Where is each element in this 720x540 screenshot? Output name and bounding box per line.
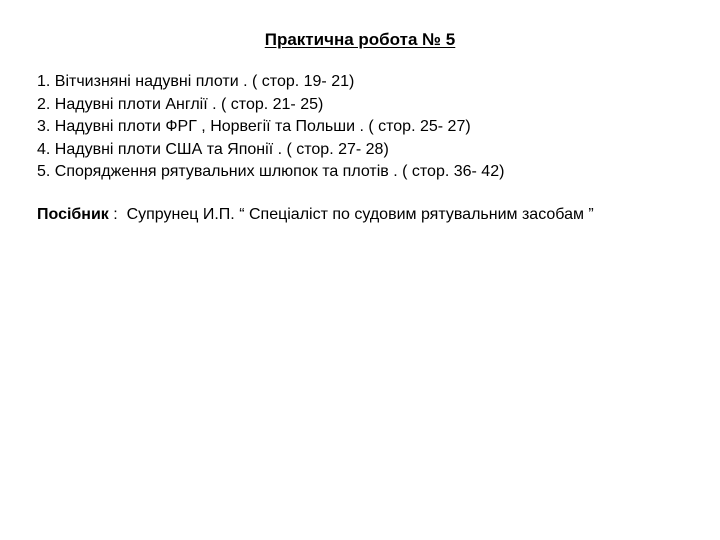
page-title: Практична робота № 5 bbox=[264, 30, 456, 49]
list-item: 1. Вітчизняні надувні плоти . ( стор. 19- 21) bbox=[37, 73, 355, 90]
manual-reference bbox=[37, 206, 594, 224]
manual-label: Посібник bbox=[37, 206, 109, 223]
list-item: 5. Спорядження рятувальних шлюпок та плотів . ( стор. 36- 42) bbox=[37, 163, 505, 180]
list-item: 3. Надувні плоти ФРГ , Норвегії та Польши . ( стор. 25- 27) bbox=[37, 118, 471, 135]
manual-separator: : bbox=[108, 206, 127, 223]
manual-text: Супрунец И.П. “ Спеціаліст по судовим рятувальним засобам ” bbox=[126, 206, 594, 223]
list-item: 4. Надувні плоти США та Японії . ( стор. 27- 28) bbox=[37, 140, 389, 158]
list-item: 2. Надувні плоти Англії . ( стор. 21- 25) bbox=[37, 95, 324, 113]
task-list bbox=[37, 71, 504, 184]
